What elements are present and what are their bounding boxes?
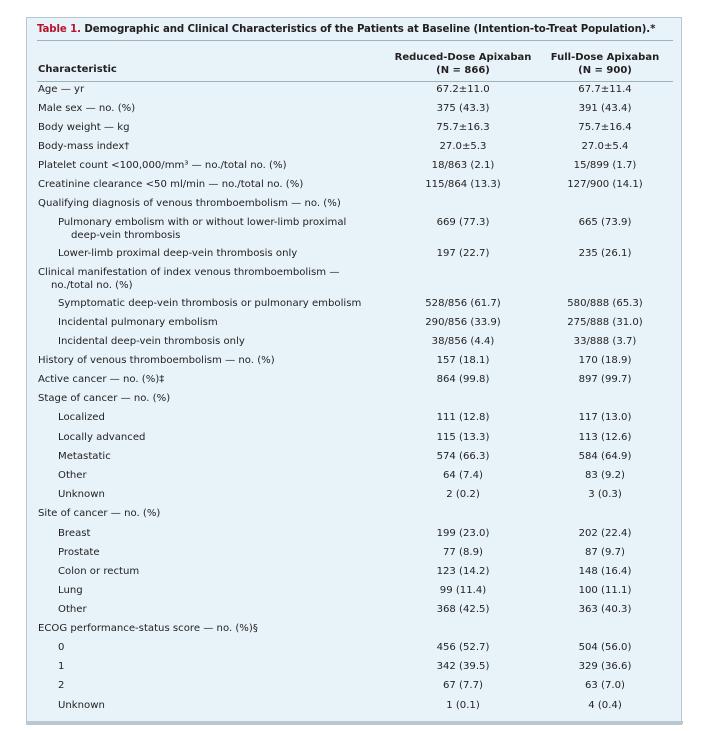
row-label: [58, 585, 83, 598]
full-dose-value: 580/888 (65.3): [567, 298, 643, 309]
reduced-dose-value: 2 (0.2): [446, 489, 480, 500]
full-dose-value: 504 (56.0): [578, 642, 632, 653]
row-label: [58, 336, 245, 349]
row-label-line: Body-mass index†: [38, 141, 130, 152]
reduced-dose-value: 27.0±5.3: [439, 141, 487, 152]
reduced-dose-value: 157 (18.1): [436, 355, 490, 366]
table-frame: [26, 17, 682, 725]
row-label-line: Prostate: [58, 547, 100, 558]
reduced-dose-value: 197 (22.7): [436, 248, 490, 259]
row-label-line: Incidental deep-vein thrombosis only: [58, 336, 245, 347]
row-label: [38, 103, 135, 116]
row-label-line: Site of cancer — no. (%): [38, 508, 161, 519]
row-label-line: Creatinine clearance <50 ml/min — no./total no. (%): [38, 179, 304, 190]
row-label: [58, 298, 361, 311]
row-label: [38, 84, 84, 97]
row-label: [58, 547, 100, 560]
row-label: [38, 355, 275, 368]
full-dose-value: 83 (9.2): [585, 470, 625, 481]
reduced-dose-value: 99 (11.4): [439, 585, 487, 596]
row-label-line: Localized: [58, 412, 105, 423]
full-dose-value: 4 (0.4): [588, 700, 622, 711]
full-dose-value: 15/899 (1.7): [573, 160, 637, 171]
row-label-line: Clinical manifestation of index venous thromboembolism —: [38, 267, 340, 278]
row-label-line: 2: [58, 680, 65, 691]
reduced-dose-value: 77 (8.9): [443, 547, 483, 558]
full-dose-value: 67.7±11.4: [578, 84, 632, 95]
row-label: [38, 374, 164, 387]
row-label: [58, 217, 346, 242]
row-label-line: Unknown: [58, 489, 105, 500]
row-label: [58, 432, 145, 445]
row-label: [38, 160, 287, 173]
full-dose-value: 87 (9.7): [585, 547, 625, 558]
row-label: [58, 412, 105, 425]
full-dose-value: 27.0±5.4: [581, 141, 629, 152]
reduced-dose-value: 115 (13.3): [436, 432, 490, 443]
full-dose-value: 584 (64.9): [578, 451, 632, 462]
full-dose-value: 75.7±16.4: [578, 122, 632, 133]
reduced-dose-value: 199 (23.0): [436, 528, 490, 539]
row-label-line: 1: [58, 661, 65, 672]
row-label: [58, 317, 218, 330]
bottom-divider: [27, 721, 683, 724]
reduced-dose-value: 456 (52.7): [436, 642, 490, 653]
row-label-line: Male sex — no. (%): [38, 103, 136, 114]
row-label: [58, 642, 64, 655]
reduced-dose-value: 1 (0.1): [446, 700, 480, 711]
reduced-dose-value: 115/864 (13.3): [425, 179, 501, 190]
reduced-dose-value: 574 (66.3): [436, 451, 490, 462]
row-label-line: ECOG performance-status score — no. (%)§: [38, 623, 258, 634]
row-label-line: Lower-limb proximal deep-vein thrombosis only: [58, 248, 298, 259]
row-label-line: Other: [58, 470, 87, 481]
row-label-line: Locally advanced: [58, 432, 146, 443]
row-label-line: Other: [58, 604, 87, 615]
reduced-dose-value: 375 (43.3): [436, 103, 490, 114]
full-dose-value: 665 (73.9): [578, 217, 632, 228]
header-divider: [37, 81, 673, 82]
reduced-dose-value: 669 (77.3): [436, 217, 490, 228]
header-reduced-dose-n: (N = 866): [436, 65, 490, 76]
table-title: [37, 24, 673, 41]
reduced-dose-value: 64 (7.4): [443, 470, 483, 481]
full-dose-value: 329 (36.6): [578, 661, 632, 672]
row-label-line: Breast: [58, 528, 91, 539]
header-full-dose: [530, 51, 680, 77]
header-full-dose-n: (N = 900): [578, 65, 632, 76]
full-dose-value: 117 (13.0): [578, 412, 632, 423]
row-label: [38, 393, 170, 406]
full-dose-value: 113 (12.6): [578, 432, 632, 443]
row-label-line: Active cancer — no. (%)‡: [38, 374, 165, 385]
row-label: [58, 248, 297, 261]
reduced-dose-value: 123 (14.2): [436, 566, 490, 577]
row-label-line: 0: [58, 642, 65, 653]
reduced-dose-value: 111 (12.8): [436, 412, 490, 423]
row-label: [58, 661, 64, 674]
header-characteristic: Characteristic: [38, 64, 117, 75]
full-dose-value: 100 (11.1): [578, 585, 632, 596]
row-label-line: Body weight — kg: [38, 122, 130, 133]
reduced-dose-value: 342 (39.5): [436, 661, 490, 672]
header-reduced-dose: [388, 51, 538, 77]
row-label: [38, 508, 160, 521]
full-dose-value: 235 (26.1): [578, 248, 632, 259]
reduced-dose-value: 18/863 (2.1): [431, 160, 495, 171]
row-label-line: Symptomatic deep-vein thrombosis or pulmonary embolism: [58, 298, 362, 309]
reduced-dose-value: 38/856 (4.4): [431, 336, 495, 347]
row-label-line: Qualifying diagnosis of venous thromboembolism — no. (%): [38, 198, 341, 209]
row-label: [38, 623, 258, 636]
full-dose-value: 148 (16.4): [578, 566, 632, 577]
row-label-continuation: deep-vein thrombosis: [71, 229, 181, 241]
full-dose-value: 127/900 (14.1): [567, 179, 643, 190]
table-label: Table 1.: [37, 24, 81, 35]
full-dose-value: 275/888 (31.0): [567, 317, 643, 328]
row-label: [38, 179, 303, 192]
full-dose-value: 3 (0.3): [588, 489, 622, 500]
full-dose-value: 897 (99.7): [578, 374, 632, 385]
row-label-line: Colon or rectum: [58, 566, 140, 577]
full-dose-value: 391 (43.4): [578, 103, 632, 114]
row-label: [58, 700, 105, 713]
reduced-dose-value: 528/856 (61.7): [425, 298, 501, 309]
row-label: [38, 122, 130, 135]
row-label: [58, 451, 111, 464]
row-label-line: Unknown: [58, 700, 105, 711]
row-label-line: Lung: [58, 585, 83, 596]
table-title-text: Demographic and Clinical Characteristics of the Patients at Baseline (Intention-to-Treat Population).*: [80, 24, 656, 35]
row-label: [58, 470, 87, 483]
reduced-dose-value: 368 (42.5): [436, 604, 490, 615]
full-dose-value: 33/888 (3.7): [573, 336, 637, 347]
full-dose-value: 63 (7.0): [585, 680, 625, 691]
row-label-line: Age — yr: [38, 84, 85, 95]
full-dose-value: 202 (22.4): [578, 528, 632, 539]
header-full-dose-name: Full-Dose Apixaban: [550, 52, 660, 63]
full-dose-value: 170 (18.9): [578, 355, 632, 366]
row-label-line: Stage of cancer — no. (%): [38, 393, 171, 404]
row-label-line: Metastatic: [58, 451, 111, 462]
row-label: [58, 489, 105, 502]
row-label: [38, 141, 129, 154]
reduced-dose-value: 290/856 (33.9): [425, 317, 501, 328]
row-label: [58, 680, 64, 693]
row-label: [58, 604, 87, 617]
reduced-dose-value: 75.7±16.3: [436, 122, 490, 133]
full-dose-value: 363 (40.3): [578, 604, 632, 615]
row-label-continuation: no./total no. (%): [51, 279, 133, 291]
reduced-dose-value: 864 (99.8): [436, 374, 490, 385]
header-reduced-dose-name: Reduced-Dose Apixaban: [394, 52, 532, 63]
row-label-line: Platelet count <100,000/mm³ — no./total no. (%): [38, 160, 287, 171]
row-label: [38, 267, 339, 292]
row-label: [38, 198, 341, 211]
row-label: [58, 528, 90, 541]
reduced-dose-value: 67.2±11.0: [436, 84, 490, 95]
reduced-dose-value: 67 (7.7): [443, 680, 483, 691]
row-label-line: Incidental pulmonary embolism: [58, 317, 218, 328]
row-label-line: Pulmonary embolism with or without lower-limb proximal: [58, 217, 347, 228]
row-label: [58, 566, 139, 579]
row-label-line: History of venous thromboembolism — no. (%): [38, 355, 275, 366]
